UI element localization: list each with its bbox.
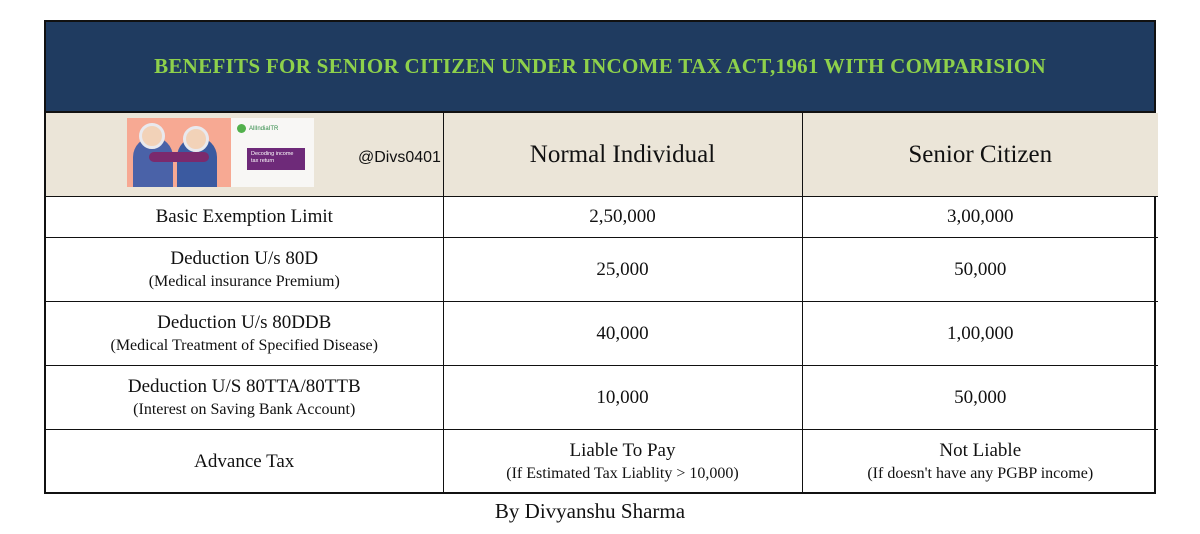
normal-value-note: (If Estimated Tax Liablity > 10,000) <box>506 464 739 482</box>
column-header-senior: Senior Citizen <box>802 113 1158 197</box>
row-label-text: Advance Tax <box>194 450 295 472</box>
title-bar <box>46 22 1154 113</box>
page-title: BENEFITS FOR SENIOR CITIZEN UNDER INCOME TAX ACT,1961 WITH COMPARISION <box>154 54 1046 78</box>
row-label-note: (Interest on Saving Bank Account) <box>133 400 356 418</box>
table-row <box>46 302 1158 366</box>
normal-value <box>443 366 802 430</box>
normal-value <box>443 430 802 494</box>
row-label-note: (Medical insurance Premium) <box>148 272 340 290</box>
brand-name: AllIndiaITR <box>249 126 279 133</box>
normal-value-text: Liable To Pay <box>569 439 676 461</box>
normal-value <box>443 197 802 238</box>
author-handle: @Divs0401 <box>358 149 441 166</box>
normal-value-text: 40,000 <box>596 322 649 344</box>
senior-value <box>802 197 1158 238</box>
comparison-table-frame <box>44 20 1156 494</box>
senior-value-text: 50,000 <box>954 386 1007 408</box>
row-label <box>46 197 443 238</box>
senior-couple-illustration-icon <box>127 118 231 187</box>
brand-logo <box>237 124 278 133</box>
normal-value <box>443 302 802 366</box>
thumbnail-text-panel <box>231 118 314 187</box>
thumbnail-image <box>127 118 314 187</box>
row-label <box>46 430 443 494</box>
table-row <box>46 238 1158 302</box>
row-label-note: (Medical Treatment of Specified Disease) <box>110 336 378 354</box>
thumbnail-caption: Decoding income tax return <box>247 148 305 170</box>
brand-icon <box>237 124 246 133</box>
table-row <box>46 197 1158 238</box>
row-label-text: Basic Exemption Limit <box>155 206 333 227</box>
senior-value-text: 3,00,000 <box>947 206 1014 227</box>
senior-value-note: (If doesn't have any PGBP income) <box>867 464 1094 482</box>
comparison-table <box>46 113 1158 493</box>
row-label <box>46 302 443 366</box>
table-row <box>46 366 1158 430</box>
senior-value-text: 1,00,000 <box>947 322 1014 344</box>
normal-value-text: 2,50,000 <box>589 206 656 227</box>
row-label <box>46 238 443 302</box>
table-header-row <box>46 113 1158 197</box>
column-header-normal: Normal Individual <box>443 113 802 197</box>
logo-cell <box>46 113 443 197</box>
senior-value-text: Not Liable <box>939 439 1022 461</box>
normal-value-text: 25,000 <box>596 258 649 280</box>
row-label-text: Deduction U/S 80TTA/80TTB <box>127 375 361 397</box>
row-label-text: Deduction U/s 80DDB <box>157 311 332 333</box>
table-row <box>46 430 1158 494</box>
senior-value <box>802 430 1158 494</box>
author-credit: By Divyanshu Sharma <box>494 499 686 523</box>
normal-value <box>443 238 802 302</box>
normal-value-text: 10,000 <box>596 386 649 408</box>
senior-value <box>802 302 1158 366</box>
senior-value <box>802 238 1158 302</box>
senior-value <box>802 366 1158 430</box>
senior-value-text: 50,000 <box>954 258 1007 280</box>
row-label <box>46 366 443 430</box>
row-label-text: Deduction U/s 80D <box>170 247 319 269</box>
